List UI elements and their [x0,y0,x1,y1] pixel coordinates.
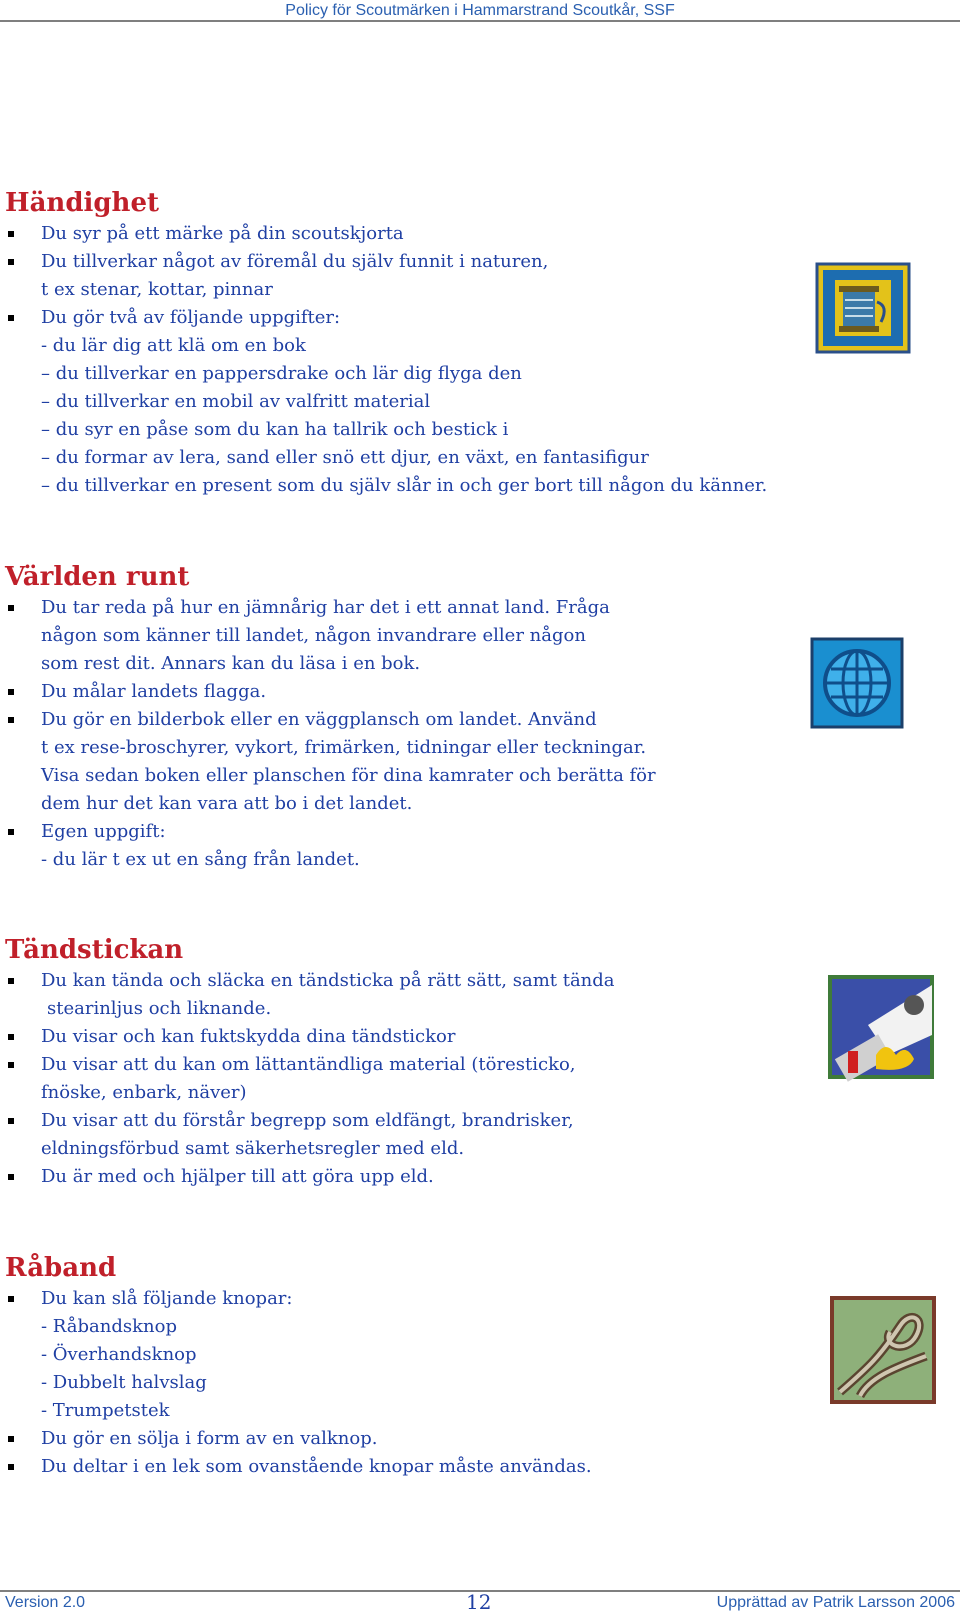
bullet-icon [8,689,14,695]
item-text: - Överhandsknop [41,1344,197,1365]
bullet-icon [8,1464,14,1470]
knot-badge-icon [830,1296,936,1406]
section-title: Händighet [5,188,160,218]
list-item-continuation [0,1369,960,1397]
item-text: Du visar och kan fuktskydda dina tändstickor [41,1026,456,1047]
item-text: Egen uppgift: [41,821,166,842]
list-item-continuation [0,762,960,790]
item-text: Visa sedan boken eller planschen för dina kamrater och berätta för [41,765,656,786]
list-item-continuation [0,734,960,762]
item-text: som rest dit. Annars kan du läsa i en bok. [41,653,421,674]
footer-author: Upprättad av Patrik Larsson 2006 [716,1594,955,1611]
item-text: t ex rese-broschyrer, vykort, frimärken, tidningar eller teckningar. [41,737,647,758]
bullet-icon [8,259,14,265]
list-item-continuation [0,995,960,1023]
list-item [0,1163,960,1191]
list-item-continuation [0,1079,960,1107]
spool-badge-icon [815,262,911,354]
bullet-icon [8,605,14,611]
list-item-continuation [0,416,960,444]
item-text: Du tar reda på hur en jämnårig har det i ett annat land. Fråga [41,597,610,618]
item-text: – du tillverkar en mobil av valfritt material [41,391,431,412]
item-text: fnöske, enbark, näver) [41,1082,247,1103]
list-item-continuation [0,846,960,874]
item-text: Du gör en sölja i form av en valknop. [41,1428,378,1449]
item-text: - Trumpetstek [41,1400,170,1421]
item-text: dem hur det kan vara att bo i det landet. [41,793,413,814]
bullet-icon [8,1296,14,1302]
list-item-continuation [0,472,960,500]
item-text: Du syr på ett märke på din scoutskjorta [41,223,404,244]
item-text: - Dubbelt halvslag [41,1372,207,1393]
item-text: Du gör två av följande uppgifter: [41,307,341,328]
item-text: Du deltar i en lek som ovanstående knopar måste användas. [41,1456,592,1477]
footer-version: Version 2.0 [5,1594,86,1611]
item-text: Du målar landets flagga. [41,681,267,702]
page-header [0,0,960,22]
list-item [0,594,960,622]
item-text: – du syr en påse som du kan ha tallrik och bestick i [41,419,509,440]
item-text: Du visar att du kan om lättantändliga material (töresticko, [41,1054,576,1075]
item-text: – du tillverkar en present som du själv slår in och ger bort till någon du känner. [41,475,768,496]
globe-badge-icon [810,637,904,729]
item-text: – du formar av lera, sand eller snö ett djur, en växt, en fantasifigur [41,447,649,468]
section-tandstickan [0,933,960,1191]
list-item-continuation [0,1135,960,1163]
list-item-continuation [0,1313,960,1341]
item-text: t ex stenar, kottar, pinnar [41,279,273,300]
page-number: 12 [466,1590,492,1614]
bullet-icon [8,717,14,723]
item-text: - du lär t ex ut en sång från landet. [41,849,360,870]
item-text: eldningsförbud samt säkerhetsregler med eld. [41,1138,465,1159]
list-item-continuation [0,388,960,416]
bullet-icon [8,1436,14,1442]
match-fire-badge-icon [828,975,936,1083]
item-text: - du lär dig att klä om en bok [41,335,306,356]
bullet-icon [8,829,14,835]
header-divider [0,20,960,22]
bullet-icon [8,1034,14,1040]
section-title: Tändstickan [5,935,184,965]
section-raband [0,1251,960,1481]
item-text: – du tillverkar en pappersdrake och lär dig flyga den [41,363,522,384]
list-item-continuation [0,1397,960,1425]
bullet-icon [8,231,14,237]
page-footer [0,1590,960,1614]
item-text: Du visar att du förstår begrepp som eldfängt, brandrisker, [41,1110,574,1131]
list-item-continuation [0,360,960,388]
bullet-icon [8,1174,14,1180]
list-item [0,1453,960,1481]
item-text: någon som känner till landet, någon invandrare eller någon [41,625,586,646]
item-text: Du kan tända och släcka en tändsticka på rätt sätt, samt tända [41,970,615,991]
list-item-continuation [0,444,960,472]
bullet-icon [8,978,14,984]
list-item [0,818,960,846]
item-text: Du är med och hjälper till att göra upp eld. [41,1166,434,1187]
item-list [0,967,960,1191]
bullet-icon [8,1062,14,1068]
item-text: - Råbandsknop [41,1316,177,1337]
section-title: Världen runt [5,562,190,592]
item-list [0,1285,960,1481]
list-item [0,967,960,995]
header-title: Policy för Scoutmärken i Hammarstrand Scoutkår, SSF [285,2,675,19]
list-item [0,1023,960,1051]
list-item [0,1051,960,1079]
bullet-icon [8,1118,14,1124]
item-text: Du tillverkar något av föremål du själv funnit i naturen, [41,251,549,272]
item-text: Du kan slå följande knopar: [41,1288,293,1309]
list-item-continuation [0,790,960,818]
item-text: Du gör en bilderbok eller en väggplansch om landet. Använd [41,709,597,730]
list-item [0,1285,960,1313]
item-list [0,594,960,874]
section-title: Råband [5,1253,117,1283]
list-item-continuation [0,1341,960,1369]
list-item [0,220,960,248]
bullet-icon [8,315,14,321]
item-text: stearinljus och liknande. [47,998,272,1019]
list-item [0,1107,960,1135]
list-item [0,1425,960,1453]
